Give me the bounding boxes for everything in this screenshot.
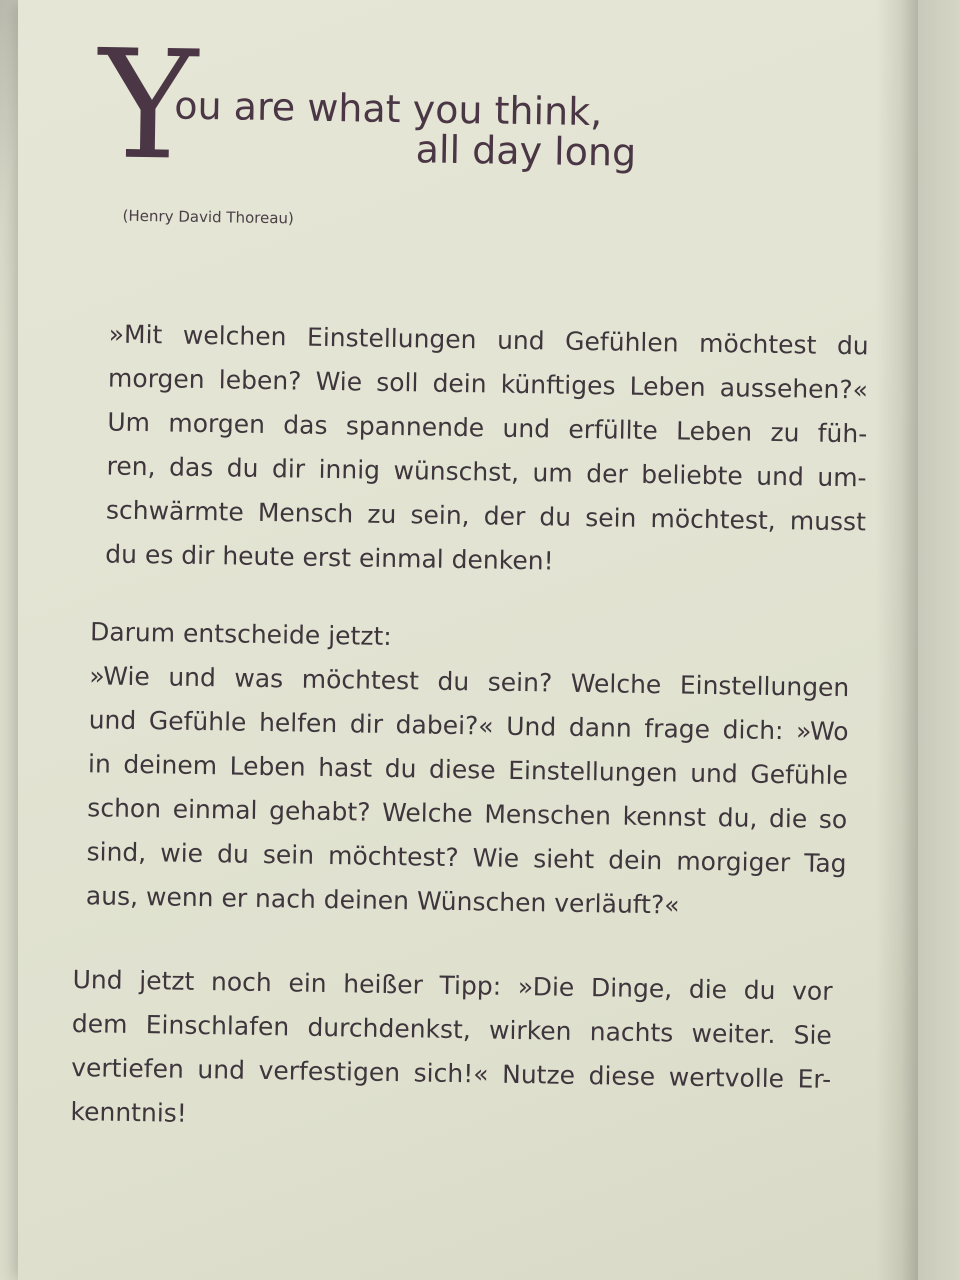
text-line: Darum entscheide jetzt:: [89, 617, 392, 651]
page-content: [60, 0, 880, 1280]
text-line: Und jetzt noch ein heißer Tipp: »Die Dinge, die du vor: [72, 965, 833, 1006]
paragraph-1: [105, 312, 869, 588]
paragraph-2: [86, 610, 851, 930]
text-line: ren, das du dir innig wünschst, um der beliebte und um-: [106, 451, 867, 493]
text-line: und Gefühle helfen dir dabei?« Und dann frage dich: »Wo: [88, 705, 849, 747]
text-line: du es dir heute erst einmal denken!: [105, 539, 554, 576]
text-line: vertiefen und verfestigen sich!« Nutze diese wertvolle Er-: [71, 1052, 832, 1094]
text-line: morgen leben? Wie soll dein künftiges Leben aussehen?«: [107, 363, 869, 405]
text-line: kenntnis!: [70, 1096, 188, 1128]
quote-author: (Henry David Thoreau): [122, 206, 294, 228]
text-line: in deinem Leben hast du diese Einstellungen und Gefühle: [87, 749, 849, 791]
title-dropcap: Y: [96, 18, 199, 194]
text-line: dem Einschlafen durchdenkst, wirken nachts weiter. Sie: [71, 1009, 833, 1050]
text-line: schwärmte Mensch zu sein, der du sein möchtest, musst: [105, 495, 867, 537]
text-line: schon einmal gehabt? Welche Menschen kennst du, die so: [87, 793, 848, 835]
title-line-1: ou are what you think,: [174, 83, 603, 135]
paragraph-3: [70, 958, 833, 1146]
text-line: »Wie und was möchtest du sein? Welche Einstellungen: [89, 661, 850, 703]
text-line: »Mit welchen Einstellungen und Gefühlen möchtest du: [108, 319, 869, 361]
title-line-2: all day long: [415, 127, 637, 175]
next-page-edge: [918, 0, 960, 1280]
text-line: sind, wie du sein möchtest? Wie sieht dein morgiger Tag: [86, 837, 847, 879]
page-title: [96, 18, 739, 194]
text-line: aus, wenn er nach deinen Wünschen verläuft?«: [85, 881, 680, 920]
page-edge-shadow: [876, 0, 918, 1280]
text-line: Um morgen das spannende und erfüllte Leben zu füh-: [107, 407, 868, 449]
